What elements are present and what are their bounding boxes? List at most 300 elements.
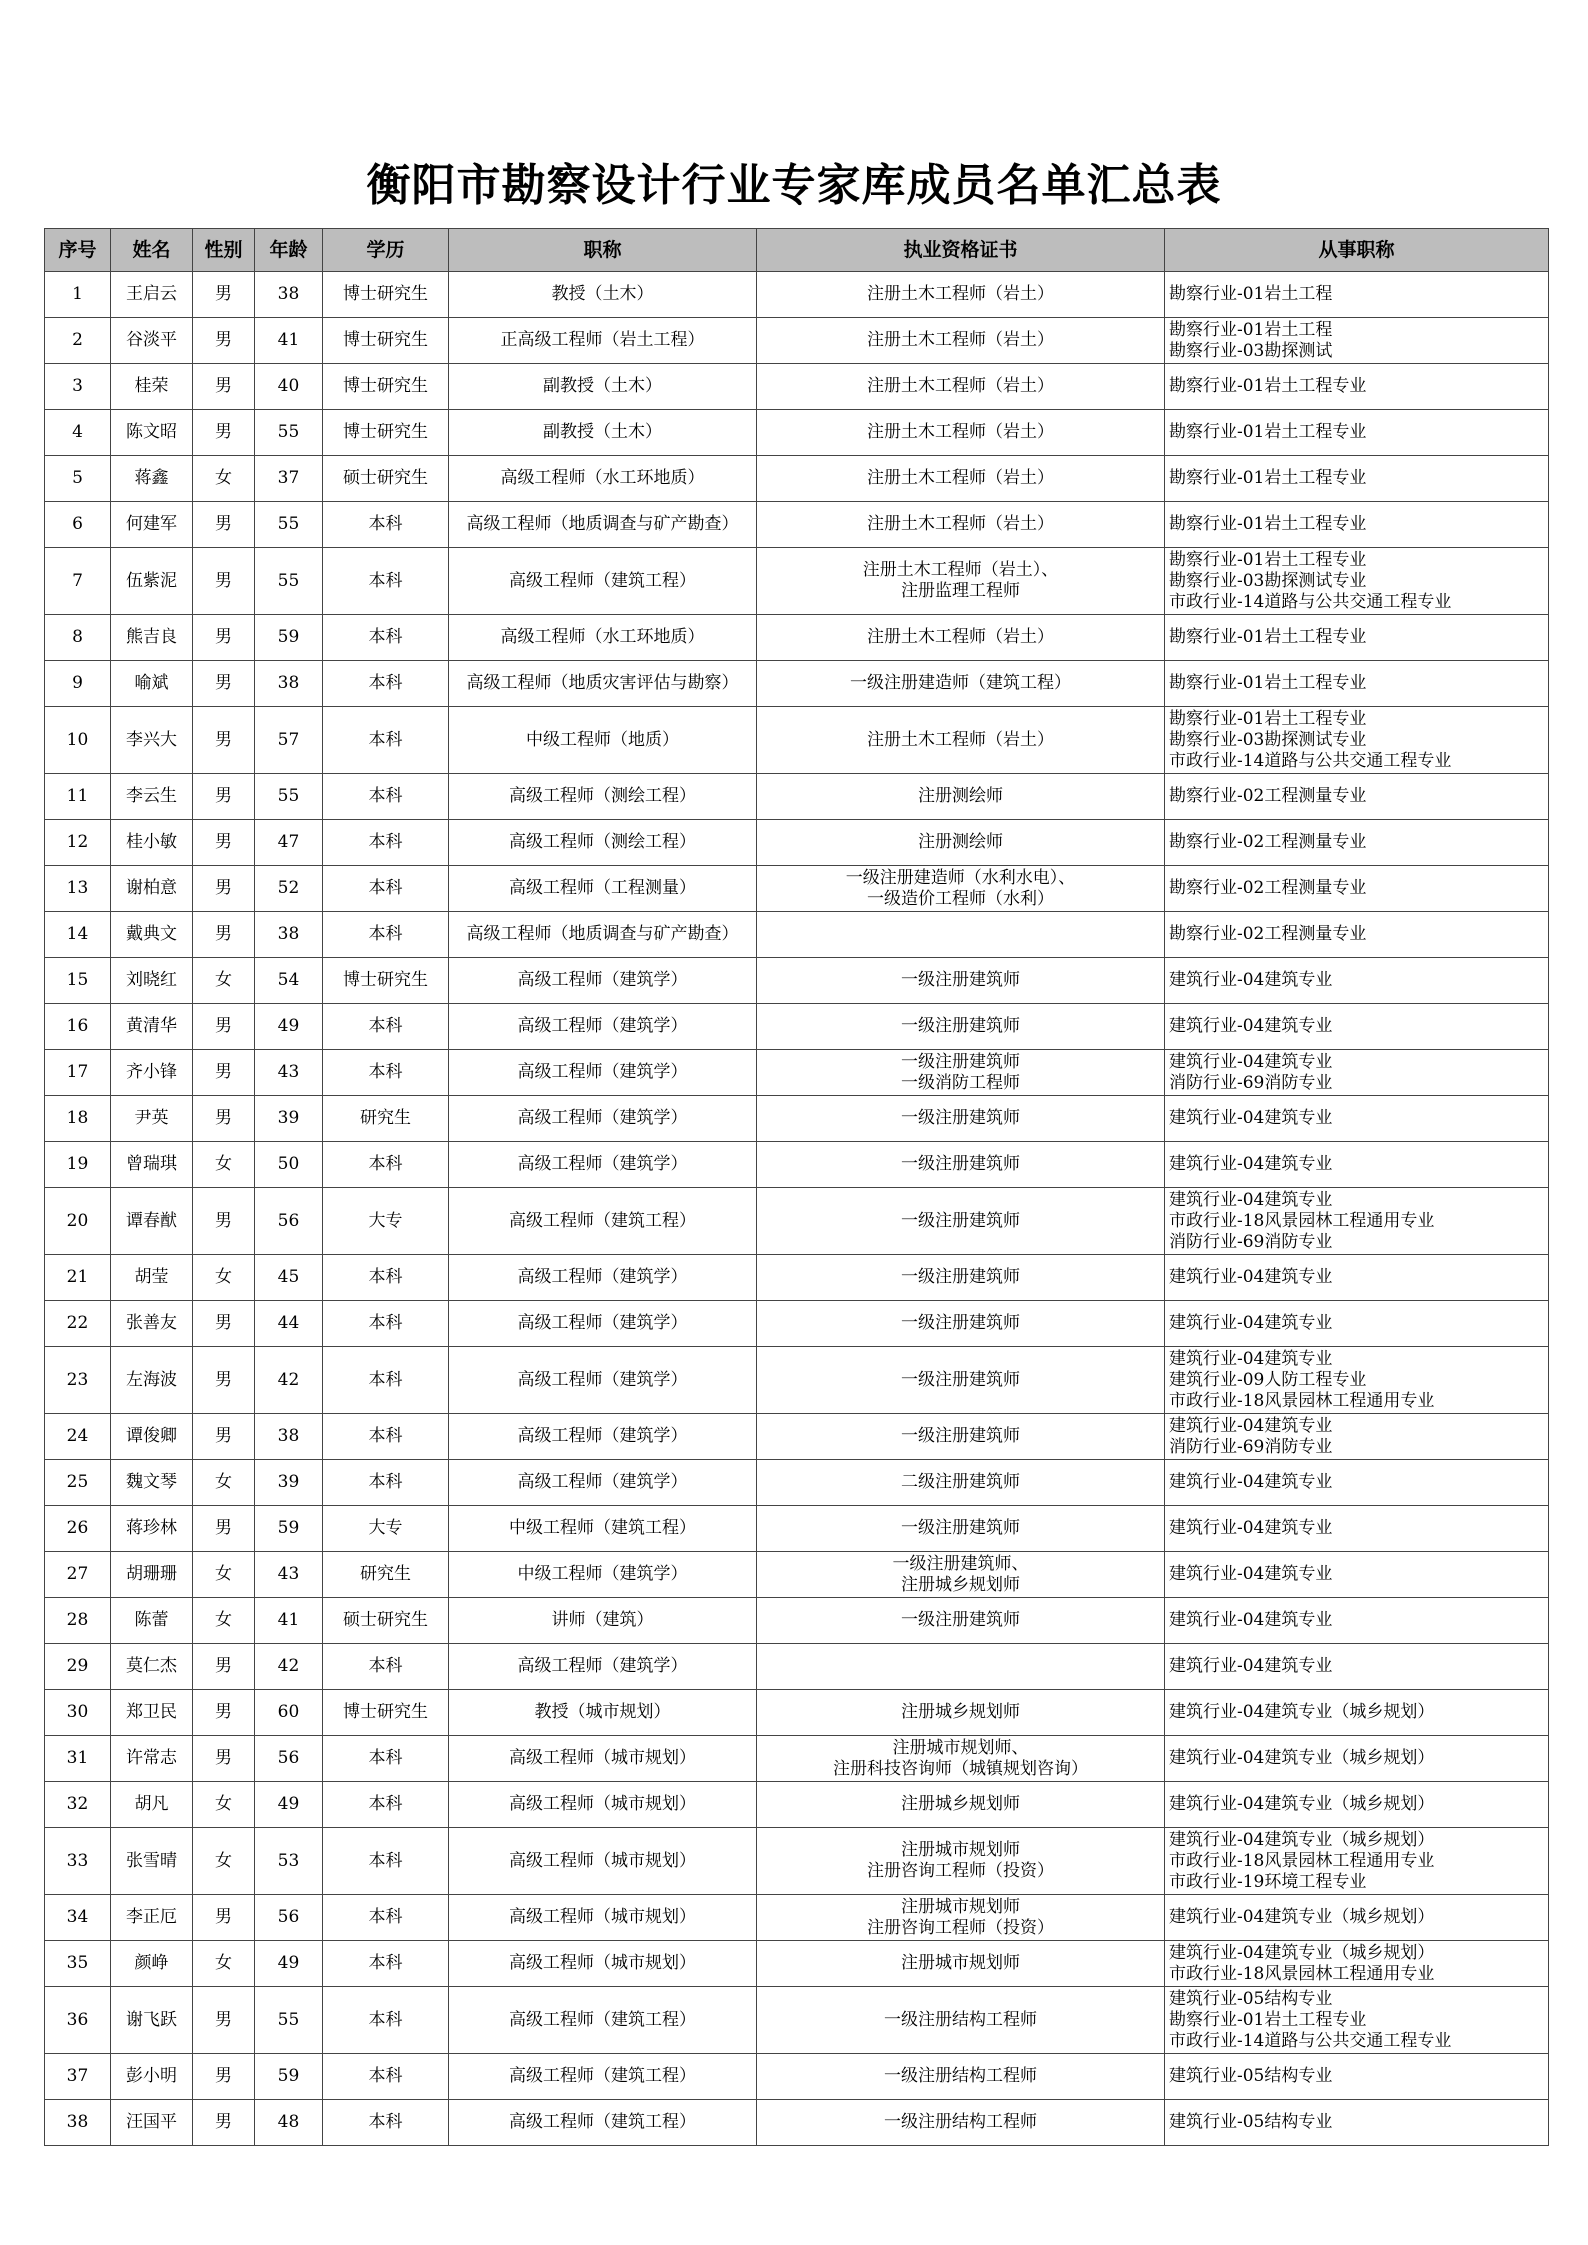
cell-no: 1 <box>45 272 111 318</box>
cell-title: 高级工程师（建筑学） <box>449 1460 757 1506</box>
cell-cert: 一级注册建筑师 <box>757 1096 1165 1142</box>
cell-field: 建筑行业-04建筑专业 <box>1165 1301 1549 1347</box>
table-row <box>45 1347 1549 1414</box>
cell-no: 2 <box>45 318 111 364</box>
table-row <box>45 912 1549 958</box>
cell-edu: 博士研究生 <box>323 364 449 410</box>
cell-edu: 本科 <box>323 1414 449 1460</box>
cell-title: 高级工程师（城市规划） <box>449 1941 757 1987</box>
cell-sex: 男 <box>193 1690 255 1736</box>
cell-title: 高级工程师（测绘工程） <box>449 820 757 866</box>
table-row <box>45 1188 1549 1255</box>
cell-cert <box>757 1644 1165 1690</box>
cell-field: 建筑行业-04建筑专业 市政行业-18风景园林工程通用专业 消防行业-69消防专业 <box>1165 1188 1549 1255</box>
cell-field: 勘察行业-02工程测量专业 <box>1165 912 1549 958</box>
cell-age: 53 <box>255 1828 323 1895</box>
cell-no: 31 <box>45 1736 111 1782</box>
cell-edu: 本科 <box>323 707 449 774</box>
cell-no: 36 <box>45 1987 111 2054</box>
cell-no: 10 <box>45 707 111 774</box>
cell-field: 建筑行业-04建筑专业（城乡规划） <box>1165 1690 1549 1736</box>
cell-cert: 一级注册结构工程师 <box>757 2054 1165 2100</box>
cell-no: 26 <box>45 1506 111 1552</box>
cell-field: 建筑行业-04建筑专业 <box>1165 1004 1549 1050</box>
cell-cert: 注册测绘师 <box>757 774 1165 820</box>
table-row <box>45 1004 1549 1050</box>
cell-no: 21 <box>45 1255 111 1301</box>
table-row <box>45 1644 1549 1690</box>
cell-age: 56 <box>255 1895 323 1941</box>
cell-cert: 一级注册建筑师 <box>757 1004 1165 1050</box>
cell-cert: 注册城乡规划师 <box>757 1690 1165 1736</box>
cell-title: 教授（土木） <box>449 272 757 318</box>
cell-edu: 硕士研究生 <box>323 1598 449 1644</box>
cell-edu: 本科 <box>323 1255 449 1301</box>
cell-age: 37 <box>255 456 323 502</box>
cell-edu: 本科 <box>323 1782 449 1828</box>
cell-title: 高级工程师（建筑工程） <box>449 1987 757 2054</box>
cell-name: 许常志 <box>111 1736 193 1782</box>
cell-edu: 研究生 <box>323 1552 449 1598</box>
cell-title: 高级工程师（建筑工程） <box>449 2100 757 2146</box>
cell-sex: 男 <box>193 912 255 958</box>
cell-edu: 研究生 <box>323 1096 449 1142</box>
cell-age: 59 <box>255 615 323 661</box>
cell-name: 谭春猷 <box>111 1188 193 1255</box>
table-row <box>45 1736 1549 1782</box>
cell-title: 高级工程师（建筑学） <box>449 1414 757 1460</box>
cell-no: 29 <box>45 1644 111 1690</box>
header-age: 年龄 <box>255 229 323 272</box>
cell-sex: 男 <box>193 1301 255 1347</box>
cell-edu: 博士研究生 <box>323 958 449 1004</box>
page-title: 衡阳市勘察设计行业专家库成员名单汇总表 <box>366 160 1222 211</box>
table-row <box>45 502 1549 548</box>
table-row <box>45 661 1549 707</box>
cell-age: 45 <box>255 1255 323 1301</box>
cell-no: 3 <box>45 364 111 410</box>
cell-name: 熊吉良 <box>111 615 193 661</box>
cell-age: 38 <box>255 1414 323 1460</box>
table-row <box>45 1414 1549 1460</box>
cell-title: 高级工程师（城市规划） <box>449 1736 757 1782</box>
table-row <box>45 1941 1549 1987</box>
cell-field: 勘察行业-01岩土工程专业 勘察行业-03勘探测试专业 市政行业-14道路与公共交通工程专业 <box>1165 707 1549 774</box>
cell-age: 42 <box>255 1347 323 1414</box>
cell-cert: 一级注册建筑师 <box>757 1414 1165 1460</box>
cell-name: 莫仁杰 <box>111 1644 193 1690</box>
cell-sex: 男 <box>193 661 255 707</box>
cell-name: 陈蕾 <box>111 1598 193 1644</box>
cell-sex: 男 <box>193 1004 255 1050</box>
cell-name: 李云生 <box>111 774 193 820</box>
header-title: 职称 <box>449 229 757 272</box>
cell-title: 中级工程师（地质） <box>449 707 757 774</box>
cell-edu: 本科 <box>323 1142 449 1188</box>
cell-sex: 女 <box>193 1828 255 1895</box>
cell-sex: 男 <box>193 364 255 410</box>
header-cert: 执业资格证书 <box>757 229 1165 272</box>
cell-title: 高级工程师（建筑学） <box>449 1096 757 1142</box>
cell-field: 建筑行业-04建筑专业 <box>1165 1255 1549 1301</box>
cell-sex: 男 <box>193 1506 255 1552</box>
cell-age: 38 <box>255 912 323 958</box>
cell-name: 蒋鑫 <box>111 456 193 502</box>
cell-edu: 博士研究生 <box>323 410 449 456</box>
table-row <box>45 1255 1549 1301</box>
cell-title: 高级工程师（建筑学） <box>449 1347 757 1414</box>
table-row <box>45 2054 1549 2100</box>
cell-cert: 一级注册结构工程师 <box>757 1987 1165 2054</box>
cell-cert: 二级注册建筑师 <box>757 1460 1165 1506</box>
cell-no: 35 <box>45 1941 111 1987</box>
cell-sex: 男 <box>193 272 255 318</box>
cell-no: 8 <box>45 615 111 661</box>
cell-cert: 一级注册建筑师 一级消防工程师 <box>757 1050 1165 1096</box>
cell-no: 24 <box>45 1414 111 1460</box>
cell-no: 23 <box>45 1347 111 1414</box>
table-row <box>45 1050 1549 1096</box>
cell-name: 汪国平 <box>111 2100 193 2146</box>
cell-sex: 男 <box>193 1096 255 1142</box>
cell-age: 42 <box>255 1644 323 1690</box>
cell-title: 高级工程师（建筑工程） <box>449 2054 757 2100</box>
cell-name: 喻斌 <box>111 661 193 707</box>
cell-field: 建筑行业-04建筑专业（城乡规划） <box>1165 1895 1549 1941</box>
cell-cert: 注册城市规划师、 注册科技咨询师（城镇规划咨询） <box>757 1736 1165 1782</box>
table-row <box>45 410 1549 456</box>
cell-name: 胡珊珊 <box>111 1552 193 1598</box>
cell-no: 7 <box>45 548 111 615</box>
cell-field: 建筑行业-04建筑专业 <box>1165 1096 1549 1142</box>
cell-no: 22 <box>45 1301 111 1347</box>
cell-field: 建筑行业-04建筑专业 建筑行业-09人防工程专业 市政行业-18风景园林工程通用专业 <box>1165 1347 1549 1414</box>
cell-title: 高级工程师（建筑学） <box>449 1004 757 1050</box>
table-row <box>45 2100 1549 2146</box>
cell-edu: 本科 <box>323 1050 449 1096</box>
cell-no: 32 <box>45 1782 111 1828</box>
table-body <box>45 272 1549 2146</box>
cell-age: 44 <box>255 1301 323 1347</box>
cell-name: 胡莹 <box>111 1255 193 1301</box>
cell-sex: 女 <box>193 1598 255 1644</box>
cell-field: 建筑行业-05结构专业 <box>1165 2054 1549 2100</box>
cell-no: 17 <box>45 1050 111 1096</box>
cell-name: 尹英 <box>111 1096 193 1142</box>
cell-cert: 注册土木工程师（岩土） <box>757 456 1165 502</box>
cell-edu: 本科 <box>323 1828 449 1895</box>
table-header <box>45 229 1549 272</box>
cell-field: 建筑行业-04建筑专业（城乡规划） <box>1165 1736 1549 1782</box>
cell-field: 勘察行业-01岩土工程专业 勘察行业-03勘探测试专业 市政行业-14道路与公共交通工程专业 <box>1165 548 1549 615</box>
table-row <box>45 820 1549 866</box>
cell-age: 43 <box>255 1050 323 1096</box>
cell-age: 55 <box>255 502 323 548</box>
cell-edu: 本科 <box>323 548 449 615</box>
cell-sex: 男 <box>193 774 255 820</box>
cell-no: 18 <box>45 1096 111 1142</box>
cell-title: 高级工程师（建筑学） <box>449 1644 757 1690</box>
header-no: 序号 <box>45 229 111 272</box>
cell-name: 胡凡 <box>111 1782 193 1828</box>
cell-edu: 博士研究生 <box>323 272 449 318</box>
cell-title: 高级工程师（建筑工程） <box>449 548 757 615</box>
cell-cert: 注册土木工程师（岩土）、 注册监理工程师 <box>757 548 1165 615</box>
cell-no: 34 <box>45 1895 111 1941</box>
cell-sex: 男 <box>193 548 255 615</box>
cell-cert: 一级注册建造师（建筑工程） <box>757 661 1165 707</box>
cell-name: 郑卫民 <box>111 1690 193 1736</box>
cell-title: 高级工程师（工程测量） <box>449 866 757 912</box>
cell-edu: 硕士研究生 <box>323 456 449 502</box>
cell-name: 魏文琴 <box>111 1460 193 1506</box>
cell-field: 建筑行业-04建筑专业（城乡规划） <box>1165 1782 1549 1828</box>
cell-name: 桂小敏 <box>111 820 193 866</box>
table-row <box>45 548 1549 615</box>
cell-name: 桂荣 <box>111 364 193 410</box>
cell-field: 勘察行业-01岩土工程专业 <box>1165 364 1549 410</box>
table-row <box>45 272 1549 318</box>
cell-cert: 一级注册建筑师、 注册城乡规划师 <box>757 1552 1165 1598</box>
cell-edu: 博士研究生 <box>323 1690 449 1736</box>
cell-sex: 男 <box>193 318 255 364</box>
cell-field: 建筑行业-04建筑专业 消防行业-69消防专业 <box>1165 1050 1549 1096</box>
cell-no: 11 <box>45 774 111 820</box>
cell-name: 蒋珍林 <box>111 1506 193 1552</box>
cell-sex: 男 <box>193 1347 255 1414</box>
cell-no: 16 <box>45 1004 111 1050</box>
cell-no: 27 <box>45 1552 111 1598</box>
cell-edu: 本科 <box>323 866 449 912</box>
table-row <box>45 1598 1549 1644</box>
cell-field: 勘察行业-01岩土工程专业 <box>1165 502 1549 548</box>
cell-cert: 注册土木工程师（岩土） <box>757 272 1165 318</box>
table-row <box>45 1506 1549 1552</box>
cell-cert: 注册城市规划师 <box>757 1941 1165 1987</box>
cell-age: 59 <box>255 1506 323 1552</box>
cell-title: 高级工程师（测绘工程） <box>449 774 757 820</box>
cell-cert: 一级注册建筑师 <box>757 1347 1165 1414</box>
cell-cert: 一级注册结构工程师 <box>757 2100 1165 2146</box>
cell-edu: 本科 <box>323 502 449 548</box>
cell-sex: 女 <box>193 958 255 1004</box>
cell-age: 55 <box>255 410 323 456</box>
cell-field: 建筑行业-04建筑专业 <box>1165 1598 1549 1644</box>
cell-cert: 注册土木工程师（岩土） <box>757 707 1165 774</box>
cell-title: 高级工程师（水工环地质） <box>449 456 757 502</box>
cell-sex: 男 <box>193 866 255 912</box>
cell-no: 20 <box>45 1188 111 1255</box>
cell-cert: 注册土木工程师（岩土） <box>757 364 1165 410</box>
cell-field: 建筑行业-05结构专业 勘察行业-01岩土工程专业 市政行业-14道路与公共交通工程专业 <box>1165 1987 1549 2054</box>
cell-cert: 一级注册建造师（水利水电）、 一级造价工程师（水利） <box>757 866 1165 912</box>
header-edu: 学历 <box>323 229 449 272</box>
cell-edu: 本科 <box>323 1301 449 1347</box>
cell-field: 勘察行业-02工程测量专业 <box>1165 866 1549 912</box>
cell-title: 教授（城市规划） <box>449 1690 757 1736</box>
cell-field: 建筑行业-05结构专业 <box>1165 2100 1549 2146</box>
table-row <box>45 1552 1549 1598</box>
cell-title: 高级工程师（城市规划） <box>449 1828 757 1895</box>
cell-title: 高级工程师（建筑学） <box>449 958 757 1004</box>
cell-age: 59 <box>255 2054 323 2100</box>
cell-sex: 女 <box>193 1552 255 1598</box>
cell-cert: 注册城市规划师 注册咨询工程师（投资） <box>757 1895 1165 1941</box>
cell-cert: 注册城市规划师 注册咨询工程师（投资） <box>757 1828 1165 1895</box>
table-row <box>45 456 1549 502</box>
cell-sex: 男 <box>193 502 255 548</box>
cell-sex: 男 <box>193 1414 255 1460</box>
cell-cert: 注册土木工程师（岩土） <box>757 615 1165 661</box>
cell-no: 6 <box>45 502 111 548</box>
table-row <box>45 1895 1549 1941</box>
header-row <box>45 229 1549 272</box>
cell-edu: 本科 <box>323 1895 449 1941</box>
cell-no: 4 <box>45 410 111 456</box>
cell-sex: 女 <box>193 1142 255 1188</box>
cell-cert: 一级注册建筑师 <box>757 1188 1165 1255</box>
cell-edu: 本科 <box>323 912 449 958</box>
cell-sex: 男 <box>193 1188 255 1255</box>
cell-age: 47 <box>255 820 323 866</box>
cell-title: 中级工程师（建筑工程） <box>449 1506 757 1552</box>
cell-age: 38 <box>255 661 323 707</box>
cell-age: 50 <box>255 1142 323 1188</box>
cell-no: 12 <box>45 820 111 866</box>
cell-sex: 女 <box>193 1460 255 1506</box>
table-row <box>45 1096 1549 1142</box>
cell-edu: 本科 <box>323 820 449 866</box>
cell-edu: 本科 <box>323 1347 449 1414</box>
cell-age: 55 <box>255 548 323 615</box>
cell-field: 建筑行业-04建筑专业 <box>1165 1460 1549 1506</box>
cell-field: 建筑行业-04建筑专业 <box>1165 958 1549 1004</box>
table-row <box>45 958 1549 1004</box>
cell-sex: 男 <box>193 2054 255 2100</box>
cell-no: 15 <box>45 958 111 1004</box>
cell-cert: 注册土木工程师（岩土） <box>757 410 1165 456</box>
table-row <box>45 615 1549 661</box>
cell-title: 高级工程师（建筑学） <box>449 1142 757 1188</box>
cell-name: 谢飞跃 <box>111 1987 193 2054</box>
cell-edu: 本科 <box>323 615 449 661</box>
cell-cert: 注册城乡规划师 <box>757 1782 1165 1828</box>
cell-name: 王启云 <box>111 272 193 318</box>
cell-name: 伍紫泥 <box>111 548 193 615</box>
cell-no: 33 <box>45 1828 111 1895</box>
cell-field: 勘察行业-01岩土工程专业 <box>1165 410 1549 456</box>
cell-no: 14 <box>45 912 111 958</box>
cell-age: 57 <box>255 707 323 774</box>
cell-edu: 本科 <box>323 2100 449 2146</box>
cell-edu: 本科 <box>323 1644 449 1690</box>
cell-title: 高级工程师（城市规划） <box>449 1782 757 1828</box>
table-row <box>45 364 1549 410</box>
cell-edu: 本科 <box>323 661 449 707</box>
cell-sex: 男 <box>193 1987 255 2054</box>
table-row <box>45 707 1549 774</box>
cell-cert: 一级注册建筑师 <box>757 958 1165 1004</box>
cell-field: 勘察行业-02工程测量专业 <box>1165 820 1549 866</box>
table-row <box>45 866 1549 912</box>
cell-age: 55 <box>255 774 323 820</box>
cell-field: 建筑行业-04建筑专业 <box>1165 1552 1549 1598</box>
cell-sex: 女 <box>193 1255 255 1301</box>
cell-edu: 大专 <box>323 1506 449 1552</box>
table-row <box>45 1828 1549 1895</box>
cell-age: 49 <box>255 1004 323 1050</box>
cell-title: 高级工程师（建筑学） <box>449 1255 757 1301</box>
table-row <box>45 1301 1549 1347</box>
cell-age: 40 <box>255 364 323 410</box>
cell-cert: 一级注册建筑师 <box>757 1598 1165 1644</box>
cell-name: 彭小明 <box>111 2054 193 2100</box>
cell-title: 高级工程师（城市规划） <box>449 1895 757 1941</box>
cell-sex: 男 <box>193 615 255 661</box>
cell-edu: 博士研究生 <box>323 318 449 364</box>
cell-field: 勘察行业-01岩土工程 <box>1165 272 1549 318</box>
cell-age: 49 <box>255 1782 323 1828</box>
cell-age: 56 <box>255 1736 323 1782</box>
cell-name: 谭俊卿 <box>111 1414 193 1460</box>
cell-sex: 男 <box>193 1895 255 1941</box>
cell-edu: 本科 <box>323 774 449 820</box>
cell-field: 勘察行业-01岩土工程专业 <box>1165 615 1549 661</box>
cell-sex: 女 <box>193 1941 255 1987</box>
header-sex: 性别 <box>193 229 255 272</box>
table-row <box>45 1690 1549 1736</box>
cell-age: 48 <box>255 2100 323 2146</box>
cell-field: 建筑行业-04建筑专业 消防行业-69消防专业 <box>1165 1414 1549 1460</box>
cell-edu: 本科 <box>323 1736 449 1782</box>
cell-cert: 注册土木工程师（岩土） <box>757 318 1165 364</box>
cell-name: 谷淡平 <box>111 318 193 364</box>
cell-no: 5 <box>45 456 111 502</box>
cell-title: 高级工程师（水工环地质） <box>449 615 757 661</box>
cell-sex: 男 <box>193 1644 255 1690</box>
cell-edu: 本科 <box>323 1941 449 1987</box>
cell-name: 黄清华 <box>111 1004 193 1050</box>
cell-title: 高级工程师（地质灾害评估与勘察） <box>449 661 757 707</box>
cell-field: 勘察行业-01岩土工程 勘察行业-03勘探测试 <box>1165 318 1549 364</box>
cell-cert: 一级注册建筑师 <box>757 1506 1165 1552</box>
expert-table <box>44 228 1549 2146</box>
cell-title: 高级工程师（建筑学） <box>449 1301 757 1347</box>
cell-no: 9 <box>45 661 111 707</box>
cell-name: 何建军 <box>111 502 193 548</box>
cell-field: 勘察行业-01岩土工程专业 <box>1165 661 1549 707</box>
cell-name: 谢柏意 <box>111 866 193 912</box>
cell-field: 建筑行业-04建筑专业 <box>1165 1644 1549 1690</box>
cell-no: 38 <box>45 2100 111 2146</box>
cell-field: 建筑行业-04建筑专业（城乡规划） 市政行业-18风景园林工程通用专业 <box>1165 1941 1549 1987</box>
table-row <box>45 318 1549 364</box>
cell-title: 高级工程师（建筑工程） <box>449 1188 757 1255</box>
cell-age: 56 <box>255 1188 323 1255</box>
cell-sex: 男 <box>193 1736 255 1782</box>
cell-name: 张雪晴 <box>111 1828 193 1895</box>
cell-edu: 本科 <box>323 1004 449 1050</box>
cell-no: 28 <box>45 1598 111 1644</box>
cell-title: 高级工程师（地质调查与矿产勘查） <box>449 912 757 958</box>
cell-sex: 男 <box>193 820 255 866</box>
table-row <box>45 1782 1549 1828</box>
cell-name: 戴典文 <box>111 912 193 958</box>
cell-title: 正高级工程师（岩土工程） <box>449 318 757 364</box>
cell-name: 左海波 <box>111 1347 193 1414</box>
cell-cert: 注册土木工程师（岩土） <box>757 502 1165 548</box>
cell-age: 49 <box>255 1941 323 1987</box>
